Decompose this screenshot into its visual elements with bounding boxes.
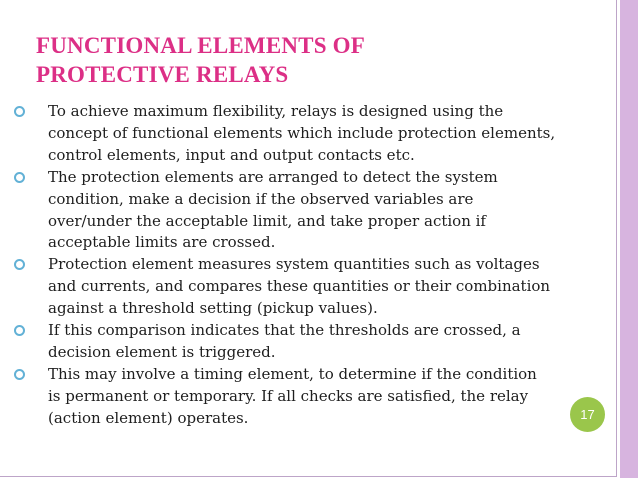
bullet-text: The protection elements are arranged to detect the system condition, make a decision if the observed variables are over/under the acceptable limit, and take proper action if acceptable limits are crossed. xyxy=(48,167,498,252)
page-number-badge: 17 xyxy=(570,397,605,432)
bullet-list xyxy=(14,101,604,430)
hollow-circle-bullet-icon xyxy=(14,325,25,336)
bullet-text: To achieve maximum flexibility, relays is designed using the concept of functional elements which include protection elements, control elements, input and output contacts etc. xyxy=(48,102,556,164)
bullet-item xyxy=(14,254,604,320)
bullet-item xyxy=(14,167,604,255)
hollow-circle-bullet-icon xyxy=(14,172,25,183)
hollow-circle-bullet-icon xyxy=(14,259,25,270)
slide-edge-band xyxy=(620,0,638,478)
bullet-item xyxy=(14,320,604,364)
bullet-text: If this comparison indicates that the thresholds are crossed, a decision element is triggered. xyxy=(48,321,521,361)
bullet-text: This may involve a timing element, to determine if the condition is permanent or temporary. If all checks are satisfied, the relay (action element) operates. xyxy=(48,364,537,427)
bullet-item xyxy=(14,364,604,430)
hollow-circle-bullet-icon xyxy=(14,106,25,117)
hollow-circle-bullet-icon xyxy=(14,369,25,380)
bullet-text: Protection element measures system quantities such as voltages and currents, and compares these quantities or their combination against a threshold setting (pickup values). xyxy=(48,255,551,318)
bullet-item xyxy=(14,101,604,167)
slide-title: FUNCTIONAL ELEMENTS OF PROTECTIVE RELAYS xyxy=(36,33,366,87)
